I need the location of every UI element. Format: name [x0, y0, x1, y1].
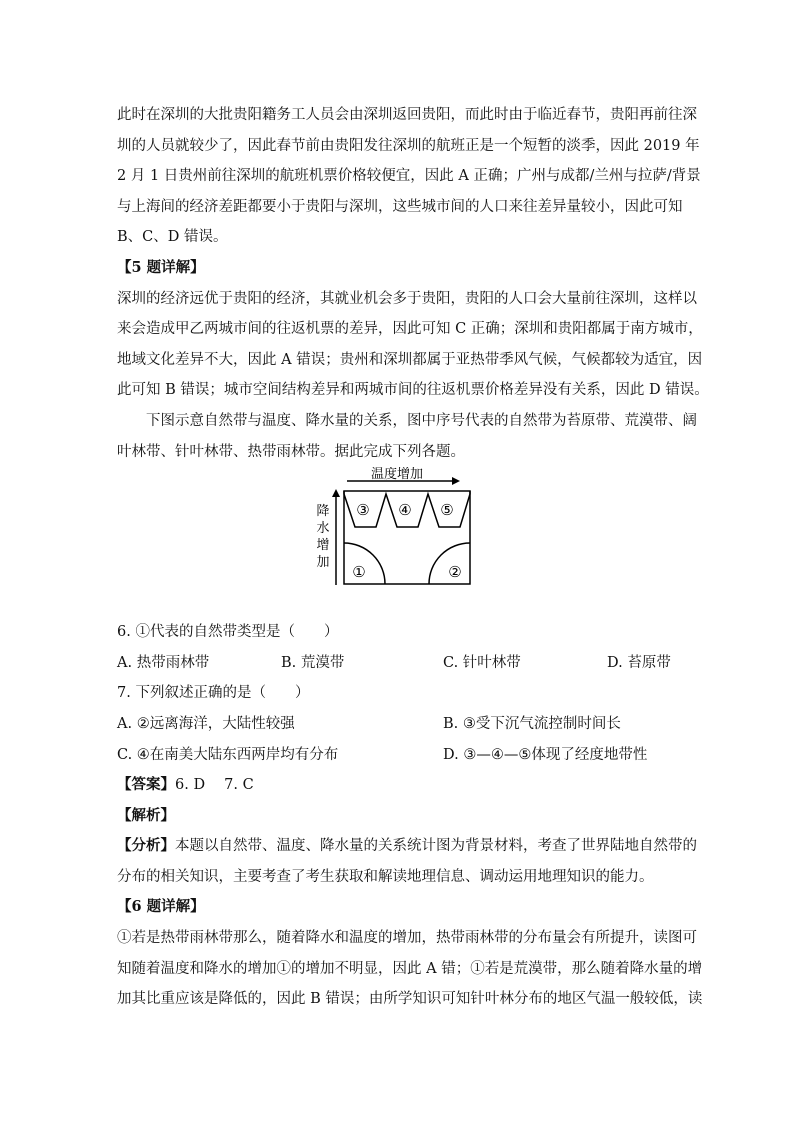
question-6-options [117, 648, 682, 679]
text-line: 分布的相关知识，主要考查了考生获取和解读地理信息、调动运用地理知识的能力。 [117, 868, 654, 885]
natural-zone-diagram [117, 467, 682, 617]
precipitation-label-char: 增 [316, 538, 330, 554]
option-b: B. ③受下沉气流控制时间长 [443, 715, 621, 732]
precipitation-arrowhead [332, 489, 340, 497]
answer-line [117, 770, 682, 801]
analysis-paragraph [117, 831, 697, 892]
text-line: 加其比重应该是降低的，因此 B 错误；由所学知识可知针叶林分布的地区气温一般较低，读 [117, 991, 703, 1008]
text-line: 下图示意自然带与温度、降水量的关系，图中序号代表的自然带为苔原带、荒漠带、阔 [146, 412, 697, 429]
zone-1-label: ① [352, 563, 366, 582]
paragraph-q4-continuation [117, 100, 701, 253]
heading-q5-detail: 【5 题详解】 [117, 258, 205, 276]
question-6-stem: 6. ①代表的自然带类型是（ ） [117, 624, 339, 641]
precipitation-label-char: 水 [316, 521, 330, 537]
diagram-svg [117, 467, 682, 617]
text-line [117, 831, 697, 862]
option-b: B. 荒漠带 [281, 654, 345, 671]
question-7-options-row-1 [117, 709, 682, 740]
text-line: 叶林带、针叶林带、热带雨林带。据此完成下列各题。 [117, 443, 465, 460]
option-c: C. ④在南美大陆东西两岸均有分布 [117, 746, 339, 763]
text-line: 深圳的经济远优于贵阳的经济，其就业机会多于贵阳，贵阳的人口会大量前往深圳，这样以 [117, 290, 697, 307]
analysis-label: 【分析】 [117, 837, 175, 855]
analysis-text: 本题以自然带、温度、降水量的关系统计图为背景材料，考查了世界陆地自然带的 [175, 838, 697, 855]
document-page [117, 100, 709, 1015]
paragraph-q6-detail [117, 923, 703, 1015]
answer-text: 6. D 7. C [175, 777, 254, 794]
zone-5-label: ⑤ [440, 501, 454, 520]
option-c: C. 针叶林带 [443, 654, 521, 671]
precipitation-label-char: 加 [316, 555, 330, 571]
option-a: A. 热带雨林带 [117, 654, 210, 671]
text-line: 地域文化差异不大，因此 A 错误；贵州和深圳都属于亚热带季风气候，气候都较为适宜，因 [117, 351, 703, 368]
text-line: 圳的人员就较少了，因此春节前由贵阳发往深圳的航班正是一个短暂的淡季，因此 2019 年 [117, 137, 700, 154]
answer-label: 【答案】 [117, 776, 175, 794]
text-line: 知随着温度和降水的增加①的增加不明显，因此 A 错；①若是荒漠带，那么随着降水量的增 [117, 960, 703, 977]
paragraph-figure-intro [117, 406, 697, 467]
text-line: 2 月 1 日贵州前往深圳的航班机票价格较便宜，因此 A 正确；广州与成都/兰州与拉萨/背景 [117, 168, 701, 185]
heading-q6-detail: 【6 题详解】 [117, 898, 205, 916]
zone-2-label: ② [448, 563, 462, 582]
analysis-heading: 【解析】 [117, 806, 175, 824]
question-7-stem: 7. 下列叙述正确的是（ ） [117, 685, 310, 702]
text-line: 此时在深圳的大批贵阳籍务工人员会由深圳返回贵阳，而此时由于临近春节，贵阳再前往深 [117, 107, 697, 123]
text-line: 此可知 B 错误；城市空间结构差异和两城市间的往返机票价格差异没有关系，因此 D 错误。 [117, 382, 709, 399]
option-a: A. ②远离海洋，大陆性较强 [117, 715, 295, 732]
temperature-arrowhead [452, 477, 460, 485]
zone-4-label: ④ [398, 501, 412, 520]
text-line: ①若是热带雨林带那么，随着降水和温度的增加，热带雨林带的分布量会有所提升，读图可 [117, 930, 697, 947]
option-d: D. 苔原带 [607, 654, 671, 671]
precipitation-label-char: 降 [316, 504, 330, 520]
temperature-label: 温度增加 [370, 467, 424, 483]
option-d: D. ③—④—⑤体现了经度地带性 [443, 746, 648, 763]
text-line: 与上海间的经济差距都要小于贵阳与深圳，这些城市间的人口来往差异量较小，因此可知 [117, 198, 683, 215]
paragraph-q5-detail [117, 284, 709, 406]
zone-3-label: ③ [356, 501, 370, 520]
question-7-options-row-2 [117, 740, 682, 771]
text-line: 来会造成甲乙两城市间的往返机票的差异，因此可知 C 正确；深圳和贵阳都属于南方城市， [117, 321, 703, 338]
text-line: B、C、D 错误。 [117, 229, 228, 246]
